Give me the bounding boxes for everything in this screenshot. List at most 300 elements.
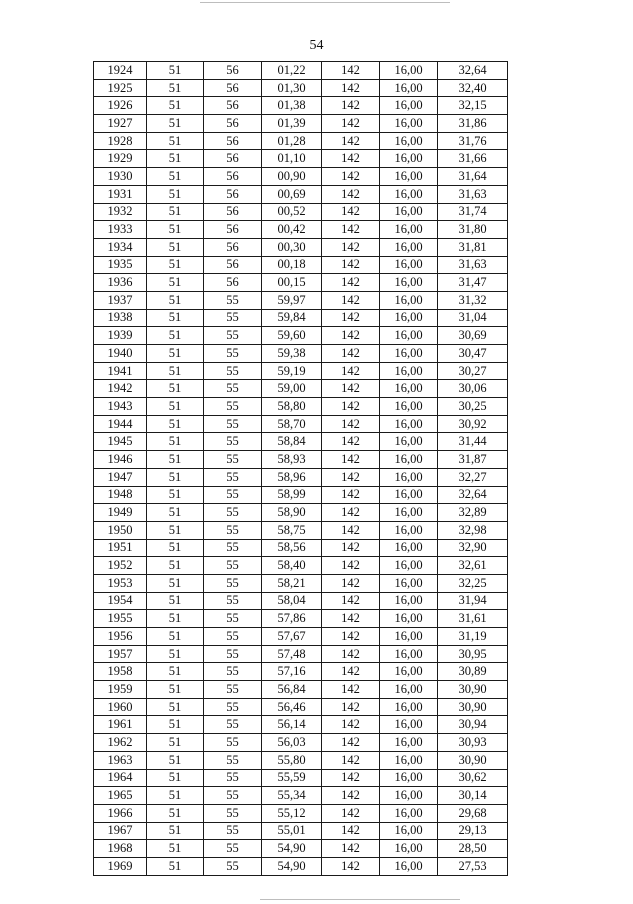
table-cell: 30,90 xyxy=(438,751,508,769)
table-cell: 30,69 xyxy=(438,327,508,345)
table-row xyxy=(94,433,508,451)
table-cell: 142 xyxy=(322,698,380,716)
table-cell: 142 xyxy=(322,62,380,80)
table-cell: 16,00 xyxy=(380,822,438,840)
table-cell: 31,04 xyxy=(438,309,508,327)
table-cell: 142 xyxy=(322,327,380,345)
table-cell: 51 xyxy=(147,628,204,646)
table-cell: 142 xyxy=(322,769,380,787)
table-cell: 55 xyxy=(204,345,262,363)
table-cell: 16,00 xyxy=(380,362,438,380)
table-row xyxy=(94,486,508,504)
table-cell: 56 xyxy=(204,168,262,186)
table-cell: 51 xyxy=(147,150,204,168)
table-cell: 142 xyxy=(322,115,380,133)
table-cell: 1963 xyxy=(94,751,147,769)
table-cell: 30,06 xyxy=(438,380,508,398)
table-cell: 51 xyxy=(147,309,204,327)
table-cell: 55 xyxy=(204,592,262,610)
table-cell: 16,00 xyxy=(380,238,438,256)
table-cell: 142 xyxy=(322,433,380,451)
table-cell: 51 xyxy=(147,238,204,256)
table-cell: 1925 xyxy=(94,79,147,97)
scan-line-bottom xyxy=(260,899,460,900)
table-cell: 55 xyxy=(204,415,262,433)
table-cell: 16,00 xyxy=(380,221,438,239)
table-cell: 1937 xyxy=(94,291,147,309)
page-number: 54 xyxy=(309,38,324,53)
table-cell: 56 xyxy=(204,238,262,256)
table-cell: 142 xyxy=(322,256,380,274)
table-row xyxy=(94,663,508,681)
table-cell: 1947 xyxy=(94,468,147,486)
table-cell: 58,96 xyxy=(262,468,322,486)
table-cell: 142 xyxy=(322,804,380,822)
table-cell: 55 xyxy=(204,716,262,734)
table-cell: 31,87 xyxy=(438,451,508,469)
table-cell: 142 xyxy=(322,468,380,486)
table-cell: 56 xyxy=(204,132,262,150)
table-cell: 16,00 xyxy=(380,592,438,610)
table-cell: 55 xyxy=(204,451,262,469)
table-cell: 55,59 xyxy=(262,769,322,787)
table-cell: 55 xyxy=(204,521,262,539)
table-cell: 1938 xyxy=(94,309,147,327)
table-cell: 1953 xyxy=(94,574,147,592)
table-cell: 51 xyxy=(147,769,204,787)
table-cell: 16,00 xyxy=(380,203,438,221)
table-cell: 55,01 xyxy=(262,822,322,840)
table-cell: 58,40 xyxy=(262,557,322,575)
table-cell: 56,14 xyxy=(262,716,322,734)
table-cell: 16,00 xyxy=(380,97,438,115)
table-cell: 51 xyxy=(147,398,204,416)
table-cell: 56 xyxy=(204,62,262,80)
table-cell: 57,67 xyxy=(262,628,322,646)
table-cell: 55 xyxy=(204,857,262,875)
table-cell: 32,15 xyxy=(438,97,508,115)
table-cell: 142 xyxy=(322,592,380,610)
table-cell: 142 xyxy=(322,734,380,752)
table-cell: 51 xyxy=(147,203,204,221)
table-cell: 1949 xyxy=(94,504,147,522)
table-cell: 142 xyxy=(322,79,380,97)
table-row xyxy=(94,221,508,239)
table-cell: 56 xyxy=(204,115,262,133)
table-cell: 55,34 xyxy=(262,787,322,805)
table-cell: 142 xyxy=(322,221,380,239)
table-cell: 16,00 xyxy=(380,185,438,203)
table-cell: 1935 xyxy=(94,256,147,274)
table-cell: 55 xyxy=(204,698,262,716)
table-cell: 55 xyxy=(204,486,262,504)
table-cell: 58,56 xyxy=(262,539,322,557)
table-cell: 55 xyxy=(204,309,262,327)
table-cell: 1932 xyxy=(94,203,147,221)
table-cell: 51 xyxy=(147,716,204,734)
table-cell: 58,80 xyxy=(262,398,322,416)
table-cell: 142 xyxy=(322,663,380,681)
table-cell: 58,04 xyxy=(262,592,322,610)
table-cell: 142 xyxy=(322,857,380,875)
table-cell: 1956 xyxy=(94,628,147,646)
table-cell: 56 xyxy=(204,150,262,168)
table-cell: 16,00 xyxy=(380,681,438,699)
table-cell: 1952 xyxy=(94,557,147,575)
table-cell: 51 xyxy=(147,557,204,575)
table-row xyxy=(94,539,508,557)
table-cell: 16,00 xyxy=(380,327,438,345)
table-row xyxy=(94,840,508,858)
table-cell: 16,00 xyxy=(380,539,438,557)
table-cell: 16,00 xyxy=(380,274,438,292)
table-row xyxy=(94,256,508,274)
table-cell: 16,00 xyxy=(380,857,438,875)
table-cell: 51 xyxy=(147,486,204,504)
table-cell: 55 xyxy=(204,769,262,787)
table-cell: 01,38 xyxy=(262,97,322,115)
table-cell: 30,14 xyxy=(438,787,508,805)
table-cell: 58,99 xyxy=(262,486,322,504)
table-cell: 01,39 xyxy=(262,115,322,133)
table-cell: 56 xyxy=(204,203,262,221)
table-cell: 51 xyxy=(147,645,204,663)
table-cell: 51 xyxy=(147,168,204,186)
table-cell: 32,25 xyxy=(438,574,508,592)
table-cell: 30,90 xyxy=(438,681,508,699)
table-cell: 55 xyxy=(204,468,262,486)
table-row xyxy=(94,698,508,716)
table-cell: 01,22 xyxy=(262,62,322,80)
table-cell: 142 xyxy=(322,415,380,433)
table-cell: 16,00 xyxy=(380,79,438,97)
table-cell: 142 xyxy=(322,362,380,380)
table-row xyxy=(94,822,508,840)
table-cell: 30,94 xyxy=(438,716,508,734)
table-cell: 16,00 xyxy=(380,751,438,769)
table-cell: 16,00 xyxy=(380,787,438,805)
table-row xyxy=(94,185,508,203)
table-cell: 01,28 xyxy=(262,132,322,150)
table-cell: 1933 xyxy=(94,221,147,239)
table-cell: 142 xyxy=(322,97,380,115)
table-cell: 31,66 xyxy=(438,150,508,168)
table-cell: 30,62 xyxy=(438,769,508,787)
table-cell: 31,94 xyxy=(438,592,508,610)
table-cell: 51 xyxy=(147,380,204,398)
table-cell: 55 xyxy=(204,628,262,646)
table-cell: 32,64 xyxy=(438,486,508,504)
table-cell: 16,00 xyxy=(380,256,438,274)
table-cell: 1931 xyxy=(94,185,147,203)
table-cell: 58,75 xyxy=(262,521,322,539)
table-cell: 30,27 xyxy=(438,362,508,380)
table-cell: 56 xyxy=(204,79,262,97)
table-cell: 16,00 xyxy=(380,645,438,663)
table-row xyxy=(94,645,508,663)
table-cell: 30,89 xyxy=(438,663,508,681)
table-cell: 57,48 xyxy=(262,645,322,663)
table-cell: 51 xyxy=(147,574,204,592)
table-cell: 27,53 xyxy=(438,857,508,875)
table-cell: 16,00 xyxy=(380,451,438,469)
table-cell: 56,46 xyxy=(262,698,322,716)
table-cell: 142 xyxy=(322,203,380,221)
table-cell: 1962 xyxy=(94,734,147,752)
table-cell: 142 xyxy=(322,451,380,469)
table-cell: 30,95 xyxy=(438,645,508,663)
table-cell: 142 xyxy=(322,504,380,522)
table-cell: 51 xyxy=(147,345,204,363)
table-cell: 1958 xyxy=(94,663,147,681)
table-cell: 16,00 xyxy=(380,734,438,752)
table-cell: 16,00 xyxy=(380,468,438,486)
table-cell: 51 xyxy=(147,840,204,858)
table-cell: 56 xyxy=(204,221,262,239)
table-cell: 16,00 xyxy=(380,168,438,186)
table-cell: 55 xyxy=(204,557,262,575)
data-table-container xyxy=(93,61,507,876)
table-row xyxy=(94,150,508,168)
table-row xyxy=(94,751,508,769)
table-row xyxy=(94,274,508,292)
table-cell: 51 xyxy=(147,451,204,469)
table-cell: 51 xyxy=(147,97,204,115)
table-cell: 51 xyxy=(147,822,204,840)
table-row xyxy=(94,468,508,486)
table-cell: 142 xyxy=(322,132,380,150)
table-cell: 142 xyxy=(322,610,380,628)
table-cell: 54,90 xyxy=(262,857,322,875)
table-cell: 55 xyxy=(204,645,262,663)
table-row xyxy=(94,415,508,433)
table-cell: 1926 xyxy=(94,97,147,115)
table-cell: 16,00 xyxy=(380,115,438,133)
table-cell: 142 xyxy=(322,398,380,416)
table-cell: 31,44 xyxy=(438,433,508,451)
table-cell: 142 xyxy=(322,274,380,292)
table-cell: 16,00 xyxy=(380,415,438,433)
table-cell: 55 xyxy=(204,327,262,345)
table-cell: 51 xyxy=(147,804,204,822)
table-cell: 58,21 xyxy=(262,574,322,592)
table-cell: 142 xyxy=(322,539,380,557)
table-cell: 1951 xyxy=(94,539,147,557)
table-cell: 56,84 xyxy=(262,681,322,699)
table-cell: 51 xyxy=(147,132,204,150)
table-cell: 31,74 xyxy=(438,203,508,221)
table-cell: 32,27 xyxy=(438,468,508,486)
table-cell: 59,60 xyxy=(262,327,322,345)
table-cell: 1961 xyxy=(94,716,147,734)
table-cell: 142 xyxy=(322,645,380,663)
table-cell: 16,00 xyxy=(380,769,438,787)
table-cell: 55,80 xyxy=(262,751,322,769)
table-cell: 51 xyxy=(147,327,204,345)
table-cell: 31,63 xyxy=(438,185,508,203)
table-cell: 1934 xyxy=(94,238,147,256)
table-cell: 1924 xyxy=(94,62,147,80)
table-cell: 16,00 xyxy=(380,804,438,822)
table-row xyxy=(94,309,508,327)
table-row xyxy=(94,769,508,787)
table-cell: 1967 xyxy=(94,822,147,840)
table-row xyxy=(94,97,508,115)
table-cell: 00,18 xyxy=(262,256,322,274)
table-cell: 142 xyxy=(322,628,380,646)
table-cell: 142 xyxy=(322,238,380,256)
table-cell: 00,90 xyxy=(262,168,322,186)
table-cell: 51 xyxy=(147,433,204,451)
table-cell: 31,86 xyxy=(438,115,508,133)
table-cell: 142 xyxy=(322,521,380,539)
table-cell: 16,00 xyxy=(380,398,438,416)
table-cell: 57,86 xyxy=(262,610,322,628)
table-cell: 51 xyxy=(147,115,204,133)
table-row xyxy=(94,521,508,539)
table-cell: 16,00 xyxy=(380,840,438,858)
table-cell: 55 xyxy=(204,362,262,380)
table-cell: 30,93 xyxy=(438,734,508,752)
table-cell: 16,00 xyxy=(380,610,438,628)
table-cell: 55 xyxy=(204,840,262,858)
table-cell: 55 xyxy=(204,380,262,398)
table-cell: 30,90 xyxy=(438,698,508,716)
table-cell: 31,61 xyxy=(438,610,508,628)
table-cell: 1960 xyxy=(94,698,147,716)
table-cell: 00,15 xyxy=(262,274,322,292)
table-cell: 51 xyxy=(147,521,204,539)
table-cell: 51 xyxy=(147,857,204,875)
table-cell: 51 xyxy=(147,681,204,699)
table-cell: 1959 xyxy=(94,681,147,699)
table-row xyxy=(94,557,508,575)
table-row xyxy=(94,115,508,133)
table-cell: 55 xyxy=(204,822,262,840)
table-cell: 55 xyxy=(204,433,262,451)
table-row xyxy=(94,451,508,469)
table-cell: 51 xyxy=(147,291,204,309)
table-row xyxy=(94,132,508,150)
table-cell: 51 xyxy=(147,274,204,292)
table-cell: 16,00 xyxy=(380,486,438,504)
table-cell: 56 xyxy=(204,97,262,115)
table-cell: 142 xyxy=(322,309,380,327)
table-cell: 00,69 xyxy=(262,185,322,203)
table-cell: 56 xyxy=(204,185,262,203)
table-cell: 31,80 xyxy=(438,221,508,239)
table-cell: 51 xyxy=(147,698,204,716)
table-row xyxy=(94,804,508,822)
table-cell: 58,93 xyxy=(262,451,322,469)
table-cell: 55 xyxy=(204,804,262,822)
table-cell: 142 xyxy=(322,168,380,186)
table-cell: 1930 xyxy=(94,168,147,186)
data-table-body xyxy=(94,62,508,876)
table-cell: 54,90 xyxy=(262,840,322,858)
table-cell: 55,12 xyxy=(262,804,322,822)
table-row xyxy=(94,787,508,805)
table-row xyxy=(94,380,508,398)
table-cell: 59,19 xyxy=(262,362,322,380)
table-cell: 32,90 xyxy=(438,539,508,557)
table-cell: 1957 xyxy=(94,645,147,663)
table-cell: 16,00 xyxy=(380,557,438,575)
table-cell: 51 xyxy=(147,610,204,628)
table-cell: 51 xyxy=(147,592,204,610)
table-row xyxy=(94,716,508,734)
table-cell: 59,00 xyxy=(262,380,322,398)
table-cell: 01,30 xyxy=(262,79,322,97)
table-row xyxy=(94,574,508,592)
table-cell: 58,90 xyxy=(262,504,322,522)
table-cell: 00,42 xyxy=(262,221,322,239)
table-cell: 16,00 xyxy=(380,132,438,150)
table-cell: 57,16 xyxy=(262,663,322,681)
table-row xyxy=(94,291,508,309)
table-cell: 16,00 xyxy=(380,663,438,681)
table-cell: 142 xyxy=(322,681,380,699)
table-cell: 51 xyxy=(147,787,204,805)
table-cell: 32,64 xyxy=(438,62,508,80)
table-cell: 31,63 xyxy=(438,256,508,274)
table-cell: 142 xyxy=(322,557,380,575)
table-cell: 51 xyxy=(147,468,204,486)
table-cell: 31,32 xyxy=(438,291,508,309)
table-cell: 16,00 xyxy=(380,521,438,539)
table-cell: 55 xyxy=(204,663,262,681)
table-cell: 31,47 xyxy=(438,274,508,292)
table-cell: 1936 xyxy=(94,274,147,292)
table-row xyxy=(94,734,508,752)
table-cell: 16,00 xyxy=(380,309,438,327)
table-cell: 16,00 xyxy=(380,574,438,592)
table-cell: 16,00 xyxy=(380,291,438,309)
table-cell: 28,50 xyxy=(438,840,508,858)
table-cell: 16,00 xyxy=(380,380,438,398)
table-cell: 51 xyxy=(147,751,204,769)
table-cell: 55 xyxy=(204,734,262,752)
table-cell: 16,00 xyxy=(380,150,438,168)
table-cell: 00,52 xyxy=(262,203,322,221)
table-cell: 51 xyxy=(147,256,204,274)
table-cell: 59,97 xyxy=(262,291,322,309)
table-cell: 1928 xyxy=(94,132,147,150)
table-row xyxy=(94,610,508,628)
table-cell: 01,10 xyxy=(262,150,322,168)
table-cell: 142 xyxy=(322,185,380,203)
table-row xyxy=(94,398,508,416)
table-cell: 142 xyxy=(322,291,380,309)
table-cell: 32,40 xyxy=(438,79,508,97)
table-cell: 1943 xyxy=(94,398,147,416)
table-cell: 51 xyxy=(147,663,204,681)
table-cell: 16,00 xyxy=(380,698,438,716)
table-cell: 1969 xyxy=(94,857,147,875)
table-cell: 56,03 xyxy=(262,734,322,752)
table-cell: 29,68 xyxy=(438,804,508,822)
table-cell: 51 xyxy=(147,362,204,380)
table-cell: 32,98 xyxy=(438,521,508,539)
table-cell: 32,89 xyxy=(438,504,508,522)
table-cell: 55 xyxy=(204,751,262,769)
table-cell: 142 xyxy=(322,751,380,769)
table-cell: 1929 xyxy=(94,150,147,168)
table-cell: 1927 xyxy=(94,115,147,133)
table-cell: 00,30 xyxy=(262,238,322,256)
table-cell: 29,13 xyxy=(438,822,508,840)
table-cell: 31,76 xyxy=(438,132,508,150)
